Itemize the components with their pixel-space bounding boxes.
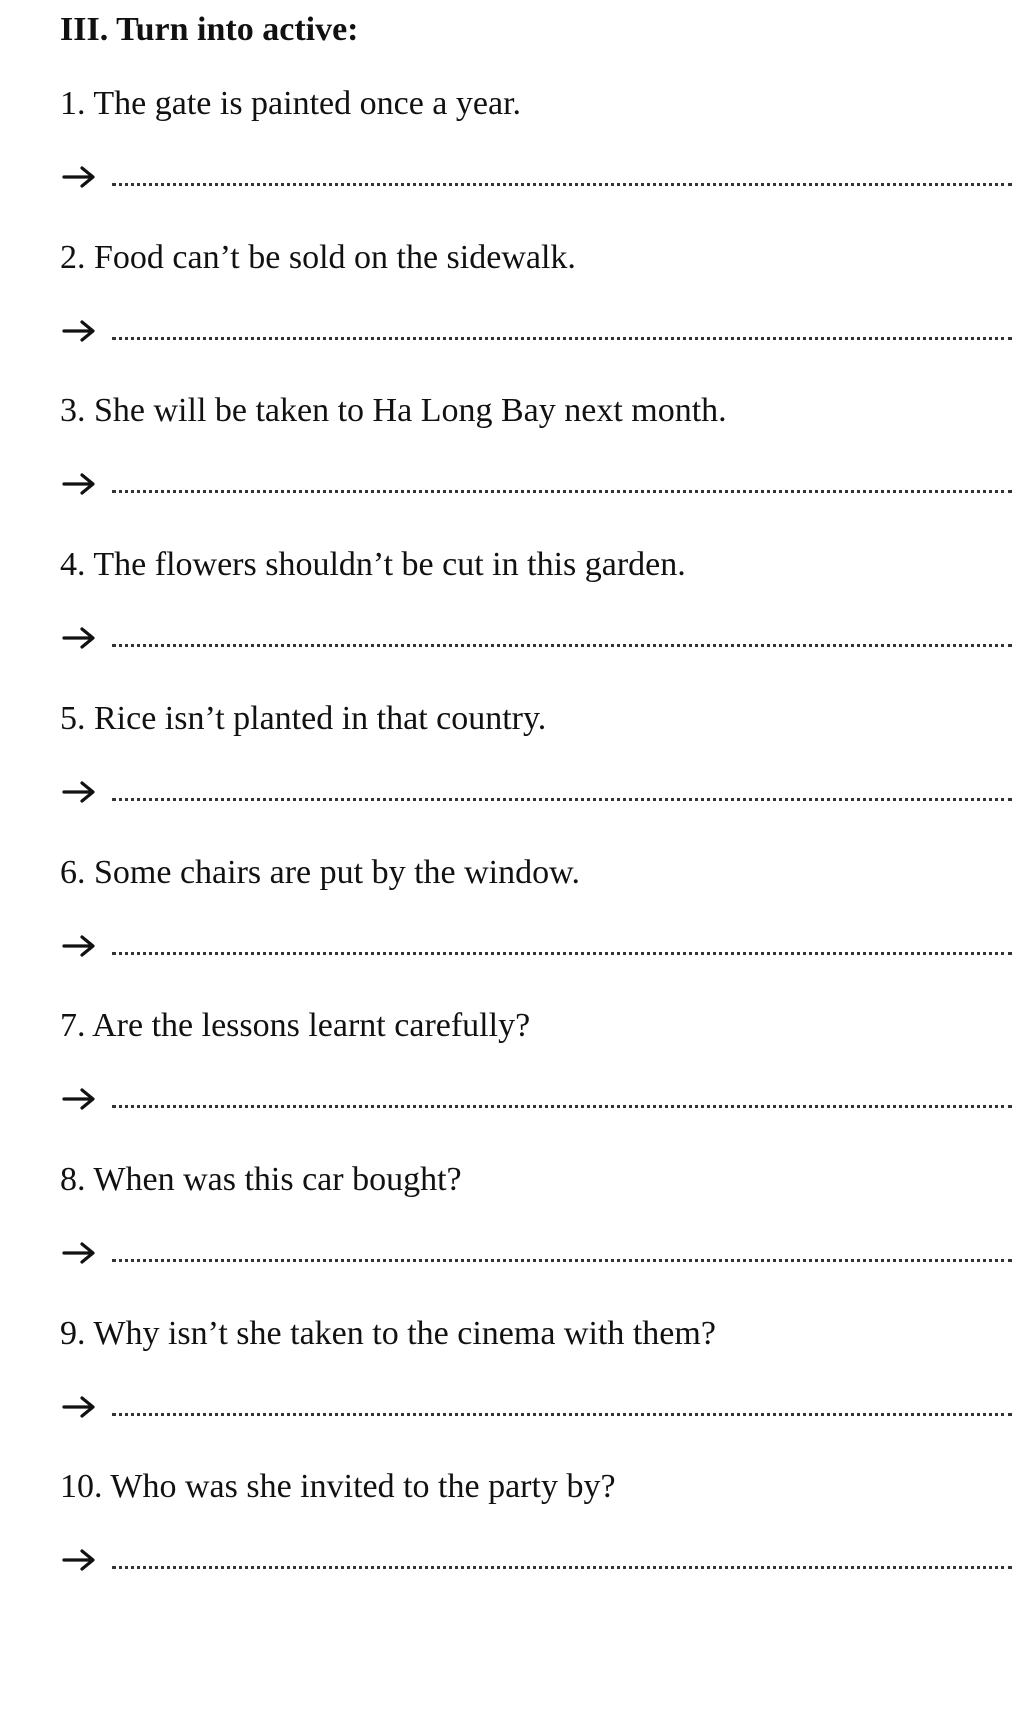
right-arrow-icon	[62, 627, 96, 649]
right-arrow-icon	[62, 320, 96, 342]
answer-row-5	[60, 768, 1012, 812]
answer-blank-2[interactable]	[112, 337, 1012, 340]
question-10: 10. Who was she invited to the party by?	[60, 1468, 616, 1506]
exercise-heading: III. Turn into active:	[60, 11, 359, 48]
question-6: 6. Some chairs are put by the window.	[60, 853, 580, 891]
answer-blank-1[interactable]	[112, 183, 1012, 186]
question-8: 8. When was this car bought?	[60, 1160, 462, 1198]
answer-blank-8[interactable]	[112, 1259, 1012, 1262]
answer-blank-9[interactable]	[112, 1413, 1012, 1416]
question-4: 4. The flowers shouldn’t be cut in this garden.	[60, 546, 686, 584]
answer-row-4	[60, 614, 1012, 658]
right-arrow-icon	[62, 935, 96, 957]
answer-row-10	[60, 1536, 1012, 1580]
question-1: 1. The gate is painted once a year.	[60, 85, 522, 122]
question-9: 9. Why isn’t she taken to the cinema with them?	[60, 1314, 716, 1352]
right-arrow-icon	[62, 166, 96, 188]
right-arrow-icon	[62, 1396, 96, 1418]
answer-row-7	[60, 1075, 1012, 1119]
answer-row-6	[60, 922, 1012, 966]
answer-row-2	[60, 307, 1012, 351]
question-7: 7. Are the lessons learnt carefully?	[60, 1007, 531, 1045]
answer-row-3	[60, 460, 1012, 504]
answer-row-1	[60, 153, 1012, 197]
right-arrow-icon	[62, 1088, 96, 1110]
answer-blank-5[interactable]	[112, 798, 1012, 801]
answer-blank-7[interactable]	[112, 1105, 1012, 1108]
question-2: 2. Food can’t be sold on the sidewalk.	[60, 238, 576, 276]
question-3: 3. She will be taken to Ha Long Bay next month.	[60, 392, 727, 430]
answer-row-9	[60, 1383, 1012, 1427]
answer-row-8	[60, 1229, 1012, 1273]
answer-blank-3[interactable]	[112, 490, 1012, 493]
answer-blank-4[interactable]	[112, 644, 1012, 647]
question-5: 5. Rice isn’t planted in that country.	[60, 699, 547, 737]
answer-blank-6[interactable]	[112, 952, 1012, 955]
right-arrow-icon	[62, 473, 96, 495]
answer-blank-10[interactable]	[112, 1566, 1012, 1569]
right-arrow-icon	[62, 1549, 96, 1571]
right-arrow-icon	[62, 1242, 96, 1264]
right-arrow-icon	[62, 781, 96, 803]
